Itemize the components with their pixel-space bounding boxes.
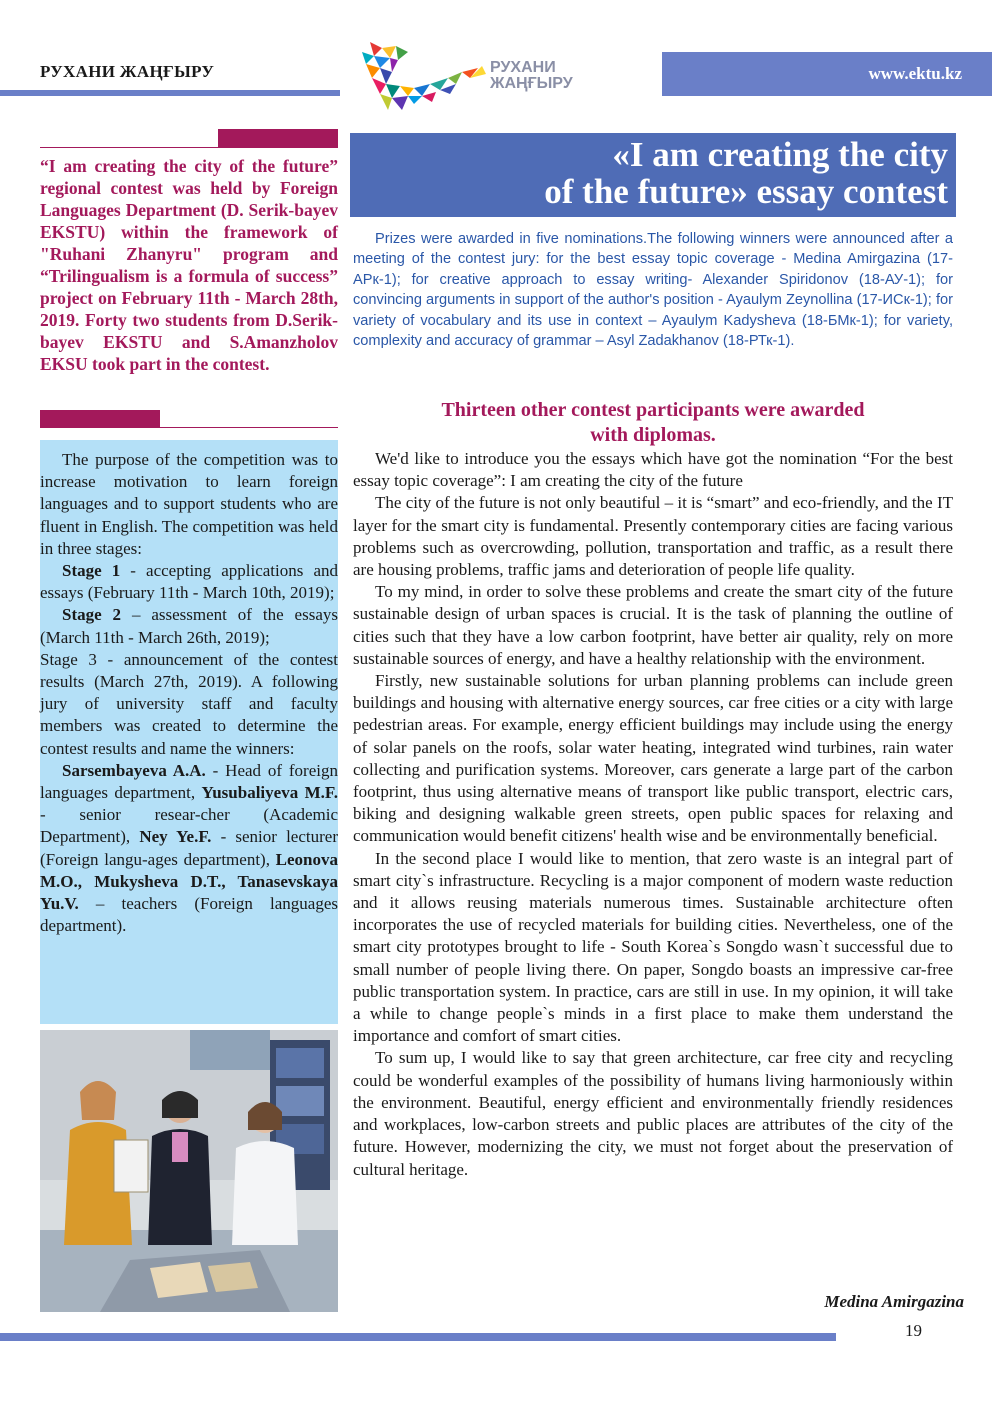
- header-rule-left: [0, 90, 340, 96]
- essay-paragraph: To my mind, in order to solve these problems and create the smart city of the future sustainable design of urban spaces is crucial. It is the task of planning the outline of cities such that they have a low carbon footprint, have better air quality, rely on more sustainable sources of energy, and have a healthy relationship with the environment.: [353, 582, 953, 668]
- title-line-2: of the future» essay contest: [544, 172, 948, 211]
- jury-2-name: Yusubaliyeva M.F.: [201, 783, 338, 803]
- essay-paragraph: Firstly, new sustainable solutions for urban planning problems can include green buildings and housing with alternative energy sources, car free cities or a city with large pedestrian areas. For example, energy efficient buildings may include using the energy of solar panels on the roofs, solar water heating, integrated wind turbines, rain water collecting and purification systems. Moreover, cars generate a large part of the carbon footprint, thus using alternative means of transport like public transport, electric cars, biking and designing walkable green streets, open public spaces for relaxing and communication would benefit citizens' health wise and be environmentally beneficial.: [353, 671, 953, 846]
- intro-bar-bottom: [40, 410, 160, 428]
- jury-1-name: Sarsembayeva A.A.: [62, 760, 206, 780]
- essay-paragraph: To sum up, I would like to say that green architecture, car free city and recycling could be wonderful examples of the possibility of humans living harmoniously within the environment. Beautiful, energy efficient and environmentally friendly residences and workplaces, low-carbon streets and public places are attributes of the city of the future. However, modernizing the city, we must not forget about the preservation of cultural heritage.: [353, 1048, 953, 1179]
- essay-paragraph: In the second place I would like to mention, that zero waste is an integral part of smart city`s infrastructure. Recycling is a major component of modern waste reduction and it allows reusing materials numerous times. Sustainable architecture often incorporates the use of recycled materials for building cities. Nevertheless, one of the smart city prototypes brought to life - South Korea`s Songdo wasn`t successful due to small number of people living there. On paper, Songdo boasts an impressive car-free public transportation system. In practice, cars are still in use. In my opinion, it will take a while to change people`s minds in a first place to make them understand the importance and comfort of smart cities.: [353, 848, 953, 1046]
- stage-1-text: - accepting applications and essays (February 11th - March 10th, 2019);: [40, 561, 338, 603]
- intro-paragraph: “I am creating the city of the future” regional contest was held by Foreign Languages Department (D. Serik-bayev EKSTU) within the framework of "Ruhani Zhanyru" program and “Trilingualism is a formula of success” project on February 11th - March 28th, 2019. Forty two students from D.Serik-bayev EKSTU and S.Amanzholov EKSU took part in the contest.: [40, 156, 338, 374]
- diplomas-line-2: with diplomas.: [590, 424, 716, 446]
- jury-2-role: - senior resear-cher (Academic Department),: [40, 805, 338, 847]
- intro-rule-bottom: [40, 427, 338, 428]
- essay-paragraph: We'd like to introduce you the essays which have got the nomination “For the best essay topic coverage”: I am creating the city of the future: [353, 449, 953, 491]
- logo-line-1: РУХАНИ: [490, 59, 556, 76]
- purpose-paragraph: The purpose of the competition was to increase motivation to learn foreign languages and to support students who are fluent in English. The competition was held in three stages:: [40, 450, 338, 558]
- stage-2-label: Stage 2: [62, 605, 122, 625]
- essay-body: [353, 448, 953, 1181]
- logo-wordmark: [490, 60, 573, 92]
- footer-rule: [0, 1333, 836, 1341]
- logo-line-2: ЖАҢҒЫРУ: [490, 75, 573, 92]
- section-title: РУХАНИ ЖАҢҒЫРУ: [40, 62, 215, 81]
- essay-paragraph: The city of the future is not only beautiful – it is “smart” and eco-friendly, and the IT layer for the smart city is fundamental. Presently contemporary cities are facing various problems such as overcrowding, pollution, transportation and traffic, as a result there are housing problems, traffic jams and deterioration of people life quality.: [353, 493, 953, 580]
- stage-1-paragraph: [40, 560, 338, 604]
- intro-rule-top: [40, 147, 338, 148]
- info-text: [40, 449, 338, 937]
- award-photo: [40, 1030, 338, 1312]
- jury-1-role: - Head of foreign languages department,: [40, 760, 338, 803]
- intro-bar-top: [218, 129, 338, 147]
- diplomas-heading: [353, 398, 953, 448]
- article-title: [360, 136, 948, 210]
- jury-3-role: - senior lecturer (Foreign langu-ages department),: [40, 827, 338, 869]
- website-link[interactable]: www.ektu.kz: [868, 64, 962, 83]
- stage-2-text: – assessment of the essays (March 11th - March 26th, 2019);: [40, 605, 338, 647]
- stage-3-paragraph: Stage 3 - announcement of the contest results (March 27th, 2019). A following jury of university staff and faculty members was created to determine the contest results and name the winners:: [40, 649, 338, 758]
- stage-1-label: Stage 1: [62, 561, 121, 581]
- prizes-paragraph: Prizes were awarded in five nominations.The following winners were announced after a meeting of the contest jury: for the best essay topic coverage - Medina Amirgazina (17-АРк-1); for creative approach to essay writing- Alexander Spiridonov (18-АУ-1); for convincing arguments in support of the author's position - Ayaulym Zeynollina (17-ИСк-1); for variety of vocabulary and its use in context – Ayaulym Kadysheva (18-БМк-1); for variety, complexity and accuracy of grammar – Asyl Zadakhanov (18-РТк-1).: [353, 231, 953, 350]
- jury-4-role: – teachers (Foreign languages department).: [40, 894, 338, 936]
- author-signature: Medina Amirgazina: [824, 1292, 964, 1311]
- jury-4-names: Leonova M.O., Mukysheva D.T., Tanasevskaya Yu.V.: [40, 849, 338, 914]
- jury-3-name: Ney Ye.F.: [139, 827, 212, 847]
- page-number: 19: [905, 1321, 922, 1340]
- stage-2-paragraph: [40, 604, 338, 648]
- title-line-1: «I am creating the city: [612, 135, 948, 174]
- diplomas-line-1: Thirteen other contest participants were awarded: [441, 399, 865, 421]
- bird-logo-icon: [352, 38, 492, 118]
- jury-paragraph: [40, 760, 338, 938]
